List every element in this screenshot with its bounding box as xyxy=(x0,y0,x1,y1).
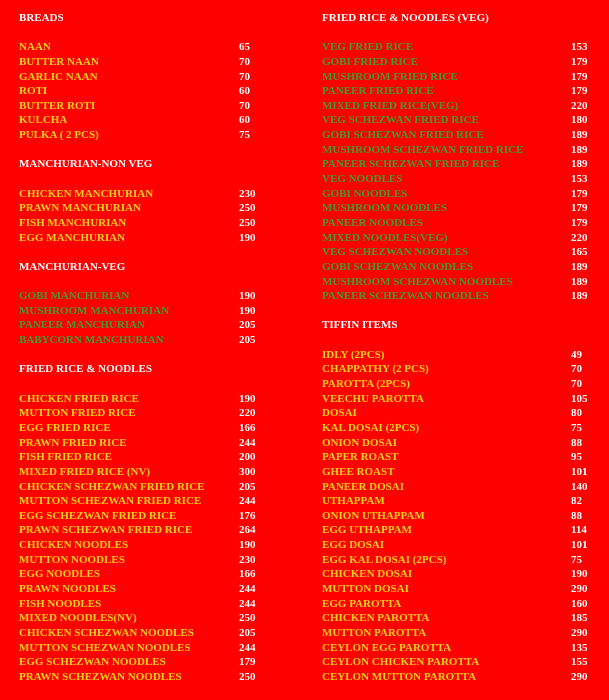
menu-item-price: 179 xyxy=(239,656,256,669)
menu-column-right xyxy=(322,11,592,699)
menu-item xyxy=(322,641,592,656)
menu-item-price: 179 xyxy=(571,55,588,68)
menu-item-name: IDLY (2PCS) xyxy=(322,348,385,361)
spacer xyxy=(322,26,592,41)
section-heading: FRIED RICE & NOODLES (VEG) xyxy=(322,12,489,24)
menu-item-price: 70 xyxy=(239,99,250,112)
menu-item xyxy=(19,670,269,685)
menu-item-name: ONION UTHAPPAM xyxy=(322,509,425,522)
spacer xyxy=(19,684,269,699)
menu-item-price: 160 xyxy=(571,597,588,610)
menu-item xyxy=(19,465,269,480)
menu-item-name: CHICKEN MANCHURIAN xyxy=(19,187,154,200)
menu-item xyxy=(322,84,592,99)
menu-item-price: 179 xyxy=(571,216,588,229)
menu-item-price: 153 xyxy=(571,41,588,54)
spacer xyxy=(19,143,269,158)
menu-item-name: MIXED NOODLES(VEG) xyxy=(322,231,448,244)
menu-item xyxy=(322,275,592,290)
menu-item-price: 190 xyxy=(239,231,256,244)
menu-item-price: 70 xyxy=(571,363,582,376)
menu-item-name: MUTTON SCHEZWAN FRIED RICE xyxy=(19,495,202,508)
menu-item xyxy=(322,113,592,128)
menu-item-name: MIXED NOODLES(NV) xyxy=(19,612,137,625)
menu-item-price: 250 xyxy=(239,612,256,625)
menu-item-name: PRAWN NOODLES xyxy=(19,582,116,595)
menu-item-name: CHICKEN SCHEZWAN FRIED RICE xyxy=(19,480,205,493)
menu-item xyxy=(19,626,269,641)
menu-item-name: GOBI FRIED RICE xyxy=(322,55,418,68)
menu-item-name: FISH NOODLES xyxy=(19,597,102,610)
menu-item-name: CHICKEN DOSAI xyxy=(322,568,413,581)
menu-item xyxy=(19,113,269,128)
menu-item xyxy=(19,216,269,231)
menu-item-price: 230 xyxy=(239,187,256,200)
menu-item-price: 244 xyxy=(239,641,256,654)
menu-item-price: 264 xyxy=(239,524,256,537)
menu-item-price: 205 xyxy=(239,334,256,347)
menu-item-name: NAAN xyxy=(19,41,51,54)
menu-item-price: 70 xyxy=(239,70,250,83)
menu-item-name: EGG SCHEZWAN FRIED RICE xyxy=(19,509,177,522)
menu-item xyxy=(322,348,592,363)
menu-item-price: 185 xyxy=(571,612,588,625)
spacer xyxy=(19,275,269,290)
menu-item-price: 165 xyxy=(571,246,588,259)
menu-item-name: GOBI SCHEZWAN NOODLES xyxy=(322,260,473,273)
menu-item xyxy=(322,670,592,685)
menu-item-name: BUTTER ROTI xyxy=(19,99,96,112)
menu-item-price: 244 xyxy=(239,436,256,449)
menu-item xyxy=(19,582,269,597)
menu-item xyxy=(322,465,592,480)
menu-item-price: 166 xyxy=(239,421,256,434)
menu-item xyxy=(19,641,269,656)
menu-item-price: 180 xyxy=(571,114,588,127)
menu-item-name: PRAWN SCHEZWAN FRIED RICE xyxy=(19,524,193,537)
menu-item-price: 290 xyxy=(571,626,588,639)
menu-item xyxy=(322,421,592,436)
menu-item xyxy=(322,260,592,275)
section-heading: MANCHURIAN-VEG xyxy=(19,260,126,273)
menu-item xyxy=(322,567,592,582)
menu-item-name: PANEER SCHEZWAN NOODLES xyxy=(322,290,489,303)
menu-item-name: MUTTON FRIED RICE xyxy=(19,407,136,420)
menu-item xyxy=(322,450,592,465)
menu-item-price: 205 xyxy=(239,626,256,639)
menu-item-name: UTHAPPAM xyxy=(322,495,385,508)
menu-item xyxy=(322,597,592,612)
menu-item-name: CHICKEN FRIED RICE xyxy=(19,392,139,405)
menu-item xyxy=(322,172,592,187)
menu-item xyxy=(322,523,592,538)
menu-item-name: EGG MANCHURIAN xyxy=(19,231,126,244)
menu-item-price: 101 xyxy=(571,539,588,552)
menu-item-price: 189 xyxy=(571,275,588,288)
menu-item xyxy=(19,509,269,524)
menu-item-name: KAL DOSAI (2PCS) xyxy=(322,421,420,434)
menu-item-price: 290 xyxy=(571,582,588,595)
menu-item-price: 190 xyxy=(571,568,588,581)
menu-item-price: 65 xyxy=(239,41,250,54)
menu-item-price: 135 xyxy=(571,641,588,654)
menu-item-name: VEG FRIED RICE xyxy=(322,41,414,54)
menu-item xyxy=(19,318,269,333)
menu-item-price: 70 xyxy=(239,55,250,68)
menu-item-price: 190 xyxy=(239,290,256,303)
menu-item-price: 114 xyxy=(571,524,587,537)
menu-item-price: 179 xyxy=(571,85,588,98)
menu-item xyxy=(19,289,269,304)
menu-item-price: 200 xyxy=(239,451,256,464)
menu-item xyxy=(322,216,592,231)
menu-item-price: 189 xyxy=(571,158,588,171)
menu-item-name: VEG SCHEZWAN NOODLES xyxy=(322,246,469,259)
menu-item-name: EGG DOSAI xyxy=(322,539,385,552)
menu-item-price: 244 xyxy=(239,597,256,610)
menu-item-name: PULKA ( 2 PCS) xyxy=(19,129,99,142)
menu-item xyxy=(19,231,269,246)
menu-item-name: VEECHU PAROTTA xyxy=(322,392,424,405)
menu-item-name: CHICKEN PAROTTA xyxy=(322,612,430,625)
menu-item-name: PANEER MANCHURIAN xyxy=(19,319,145,332)
menu-item-name: PAPER ROAST xyxy=(322,451,399,464)
menu-item xyxy=(19,611,269,626)
menu-item xyxy=(19,99,269,114)
menu-item-name: PANEER SCHEZWAN FRIED RICE xyxy=(322,158,500,171)
menu-item-name: MUSHROOM FRIED RICE xyxy=(322,70,458,83)
menu-item xyxy=(322,245,592,260)
menu-item-price: 205 xyxy=(239,480,256,493)
menu-item-price: 250 xyxy=(239,202,256,215)
menu-item-price: 220 xyxy=(571,231,588,244)
spacer xyxy=(322,304,592,319)
menu-item-name: DOSAI xyxy=(322,407,357,420)
menu-item-name: PRAWN SCHEZWAN NOODLES xyxy=(19,670,182,683)
menu-item xyxy=(19,597,269,612)
menu-item-name: VEG SCHEZWAN FRIED RICE xyxy=(322,114,479,127)
menu-item-price: 105 xyxy=(571,392,588,405)
menu-item-name: EGG SCHEZWAN NOODLES xyxy=(19,656,166,669)
menu-item xyxy=(19,538,269,553)
menu-item-name: CEYLON EGG PAROTTA xyxy=(322,641,452,654)
menu-item xyxy=(322,55,592,70)
spacer xyxy=(19,172,269,187)
menu-item-price: 60 xyxy=(239,114,250,127)
menu-item-name: MIXED FRIED RICE (NV) xyxy=(19,465,151,478)
menu-item-price: 179 xyxy=(571,187,588,200)
menu-item-price: 101 xyxy=(571,465,588,478)
menu-item xyxy=(19,450,269,465)
spacer xyxy=(322,684,592,699)
menu-item-name: MUTTON SCHEZWAN NOODLES xyxy=(19,641,191,654)
menu-column-left xyxy=(19,11,269,699)
menu-item xyxy=(19,55,269,70)
menu-item xyxy=(322,128,592,143)
menu-item-price: 189 xyxy=(571,129,588,142)
menu-item-name: VEG NOODLES xyxy=(322,173,403,186)
menu-item-name: PRAWN MANCHURIAN xyxy=(19,202,141,215)
menu-item xyxy=(19,40,269,55)
menu-item xyxy=(19,655,269,670)
menu-item xyxy=(322,611,592,626)
menu-item-price: 179 xyxy=(571,70,588,83)
menu-item-price: 189 xyxy=(571,290,588,303)
menu-item-price: 220 xyxy=(571,99,588,112)
section-heading: BREADS xyxy=(19,12,64,24)
menu-item-name: GOBI MANCHURIAN xyxy=(19,290,130,303)
section-heading: FRIED RICE & NOODLES xyxy=(19,363,152,376)
menu-item-name: MUTTON PAROTTA xyxy=(322,626,427,639)
menu-item-name: BUTTER NAAN xyxy=(19,55,99,68)
menu-item-price: 82 xyxy=(571,495,582,508)
menu-item-price: 250 xyxy=(239,670,256,683)
menu-item xyxy=(322,582,592,597)
menu-item-price: 140 xyxy=(571,480,588,493)
menu-item-name: ONION DOSAI xyxy=(322,436,397,449)
menu-item-price: 190 xyxy=(239,539,256,552)
menu-item-name: MUSHROOM SCHEZWAN FRIED RICE xyxy=(322,143,524,156)
menu-item xyxy=(19,436,269,451)
menu-item-name: BABYCORN MANCHURIAN xyxy=(19,334,164,347)
menu-item-name: FISH MANCHURIAN xyxy=(19,216,127,229)
menu-item xyxy=(322,231,592,246)
menu-item-name: CEYLON CHICKEN PAROTTA xyxy=(322,656,480,669)
menu-item xyxy=(322,494,592,509)
menu-item-name: GOBI NOODLES xyxy=(322,187,408,200)
menu-item-price: 166 xyxy=(239,568,256,581)
menu-item xyxy=(322,436,592,451)
spacer xyxy=(19,348,269,363)
menu-item-name: MUSHROOM MANCHURIAN xyxy=(19,304,170,317)
menu-item-name: CEYLON MUTTON PAROTTA xyxy=(322,670,477,683)
menu-item-price: 88 xyxy=(571,509,582,522)
menu-item-price: 205 xyxy=(239,319,256,332)
menu-item-name: ROTI xyxy=(19,85,48,98)
menu-item-price: 190 xyxy=(239,392,256,405)
menu-item-price: 95 xyxy=(571,451,582,464)
menu-item xyxy=(19,480,269,495)
menu-item-name: MUSHROOM SCHEZWAN NOODLES xyxy=(322,275,513,288)
menu-item-price: 153 xyxy=(571,173,588,186)
menu-item-name: EGG FRIED RICE xyxy=(19,421,111,434)
menu-item-price: 300 xyxy=(239,465,256,478)
menu-item xyxy=(19,523,269,538)
menu-item-name: CHICKEN SCHEZWAN NOODLES xyxy=(19,626,194,639)
section-heading: TIFFIN ITEMS xyxy=(322,319,398,332)
menu-item-name: EGG KAL DOSAI (2PCS) xyxy=(322,553,447,566)
menu-item-price: 155 xyxy=(571,656,588,669)
menu-item-price: 176 xyxy=(239,509,256,522)
menu-item xyxy=(19,553,269,568)
menu-item-name: KULCHA xyxy=(19,114,68,127)
menu-item-price: 80 xyxy=(571,407,582,420)
menu-item xyxy=(19,494,269,509)
spacer xyxy=(19,245,269,260)
menu-item-name: FISH FRIED RICE xyxy=(19,451,112,464)
menu-item-name: EGG UTHAPPAM xyxy=(322,524,412,537)
menu-item xyxy=(19,187,269,202)
menu-item xyxy=(322,289,592,304)
menu-item-price: 75 xyxy=(571,421,582,434)
menu-item xyxy=(322,377,592,392)
menu-item-price: 88 xyxy=(571,436,582,449)
menu-item-name: PANEER FRIED RICE xyxy=(322,85,434,98)
menu-item-price: 75 xyxy=(239,129,250,142)
menu-item xyxy=(322,201,592,216)
menu-item xyxy=(322,480,592,495)
menu-item xyxy=(19,304,269,319)
menu-item-name: CHAPPATHY (2 PCS) xyxy=(322,363,429,376)
menu-item-price: 189 xyxy=(571,143,588,156)
section-heading: MANCHURIAN-NON VEG xyxy=(19,158,153,171)
menu-item xyxy=(322,157,592,172)
menu-item xyxy=(19,201,269,216)
menu-item xyxy=(19,567,269,582)
menu-item-name: MUTTON DOSAI xyxy=(322,582,409,595)
menu-item-price: 250 xyxy=(239,216,256,229)
menu-item-price: 220 xyxy=(239,407,256,420)
menu-item-name: CHICKEN NOODLES xyxy=(19,539,129,552)
menu-item xyxy=(19,84,269,99)
menu-item-price: 290 xyxy=(571,670,588,683)
menu-item-name: PANEER DOSAI xyxy=(322,480,405,493)
menu-item xyxy=(322,70,592,85)
menu-item xyxy=(322,406,592,421)
menu-item-price: 75 xyxy=(571,553,582,566)
menu-item xyxy=(19,333,269,348)
menu-item xyxy=(19,421,269,436)
menu-item xyxy=(322,40,592,55)
menu-item xyxy=(322,392,592,407)
spacer xyxy=(322,333,592,348)
menu-item xyxy=(322,538,592,553)
menu-item-name: GOBI SCHEZWAN FRIED RICE xyxy=(322,129,484,142)
menu-item-name: PANEER NOODLES xyxy=(322,216,423,229)
menu-item-price: 189 xyxy=(571,260,588,273)
menu-item-name: MUTTON NOODLES xyxy=(19,553,125,566)
menu-item-name: GHEE ROAST xyxy=(322,465,395,478)
spacer xyxy=(19,26,269,41)
menu-item xyxy=(322,187,592,202)
menu-item xyxy=(322,626,592,641)
menu-item-name: EGG PAROTTA xyxy=(322,597,402,610)
menu-item xyxy=(322,655,592,670)
menu-item-price: 230 xyxy=(239,553,256,566)
menu-item xyxy=(322,99,592,114)
menu-item-name: GARLIC NAAN xyxy=(19,70,98,83)
menu-item-name: EGG NOODLES xyxy=(19,568,100,581)
menu-item-name: MUSHROOM NOODLES xyxy=(322,202,447,215)
menu-item xyxy=(322,509,592,524)
menu-item-name: PRAWN FRIED RICE xyxy=(19,436,127,449)
menu-item-name: PAROTTA (2PCS) xyxy=(322,378,410,391)
menu-item-price: 190 xyxy=(239,304,256,317)
menu-item xyxy=(19,406,269,421)
spacer xyxy=(19,377,269,392)
menu-item-price: 244 xyxy=(239,495,256,508)
menu-item-price: 244 xyxy=(239,582,256,595)
menu-item xyxy=(19,128,269,143)
menu-item-price: 179 xyxy=(571,202,588,215)
menu-item-price: 49 xyxy=(571,348,582,361)
menu-item xyxy=(322,553,592,568)
menu-item-price: 60 xyxy=(239,85,250,98)
menu-item xyxy=(322,143,592,158)
menu-item-name: MIXED FRIED RICE(VEG) xyxy=(322,99,459,112)
menu-item xyxy=(19,392,269,407)
menu-item xyxy=(19,70,269,85)
menu-item-price: 70 xyxy=(571,378,582,391)
menu-item xyxy=(322,362,592,377)
